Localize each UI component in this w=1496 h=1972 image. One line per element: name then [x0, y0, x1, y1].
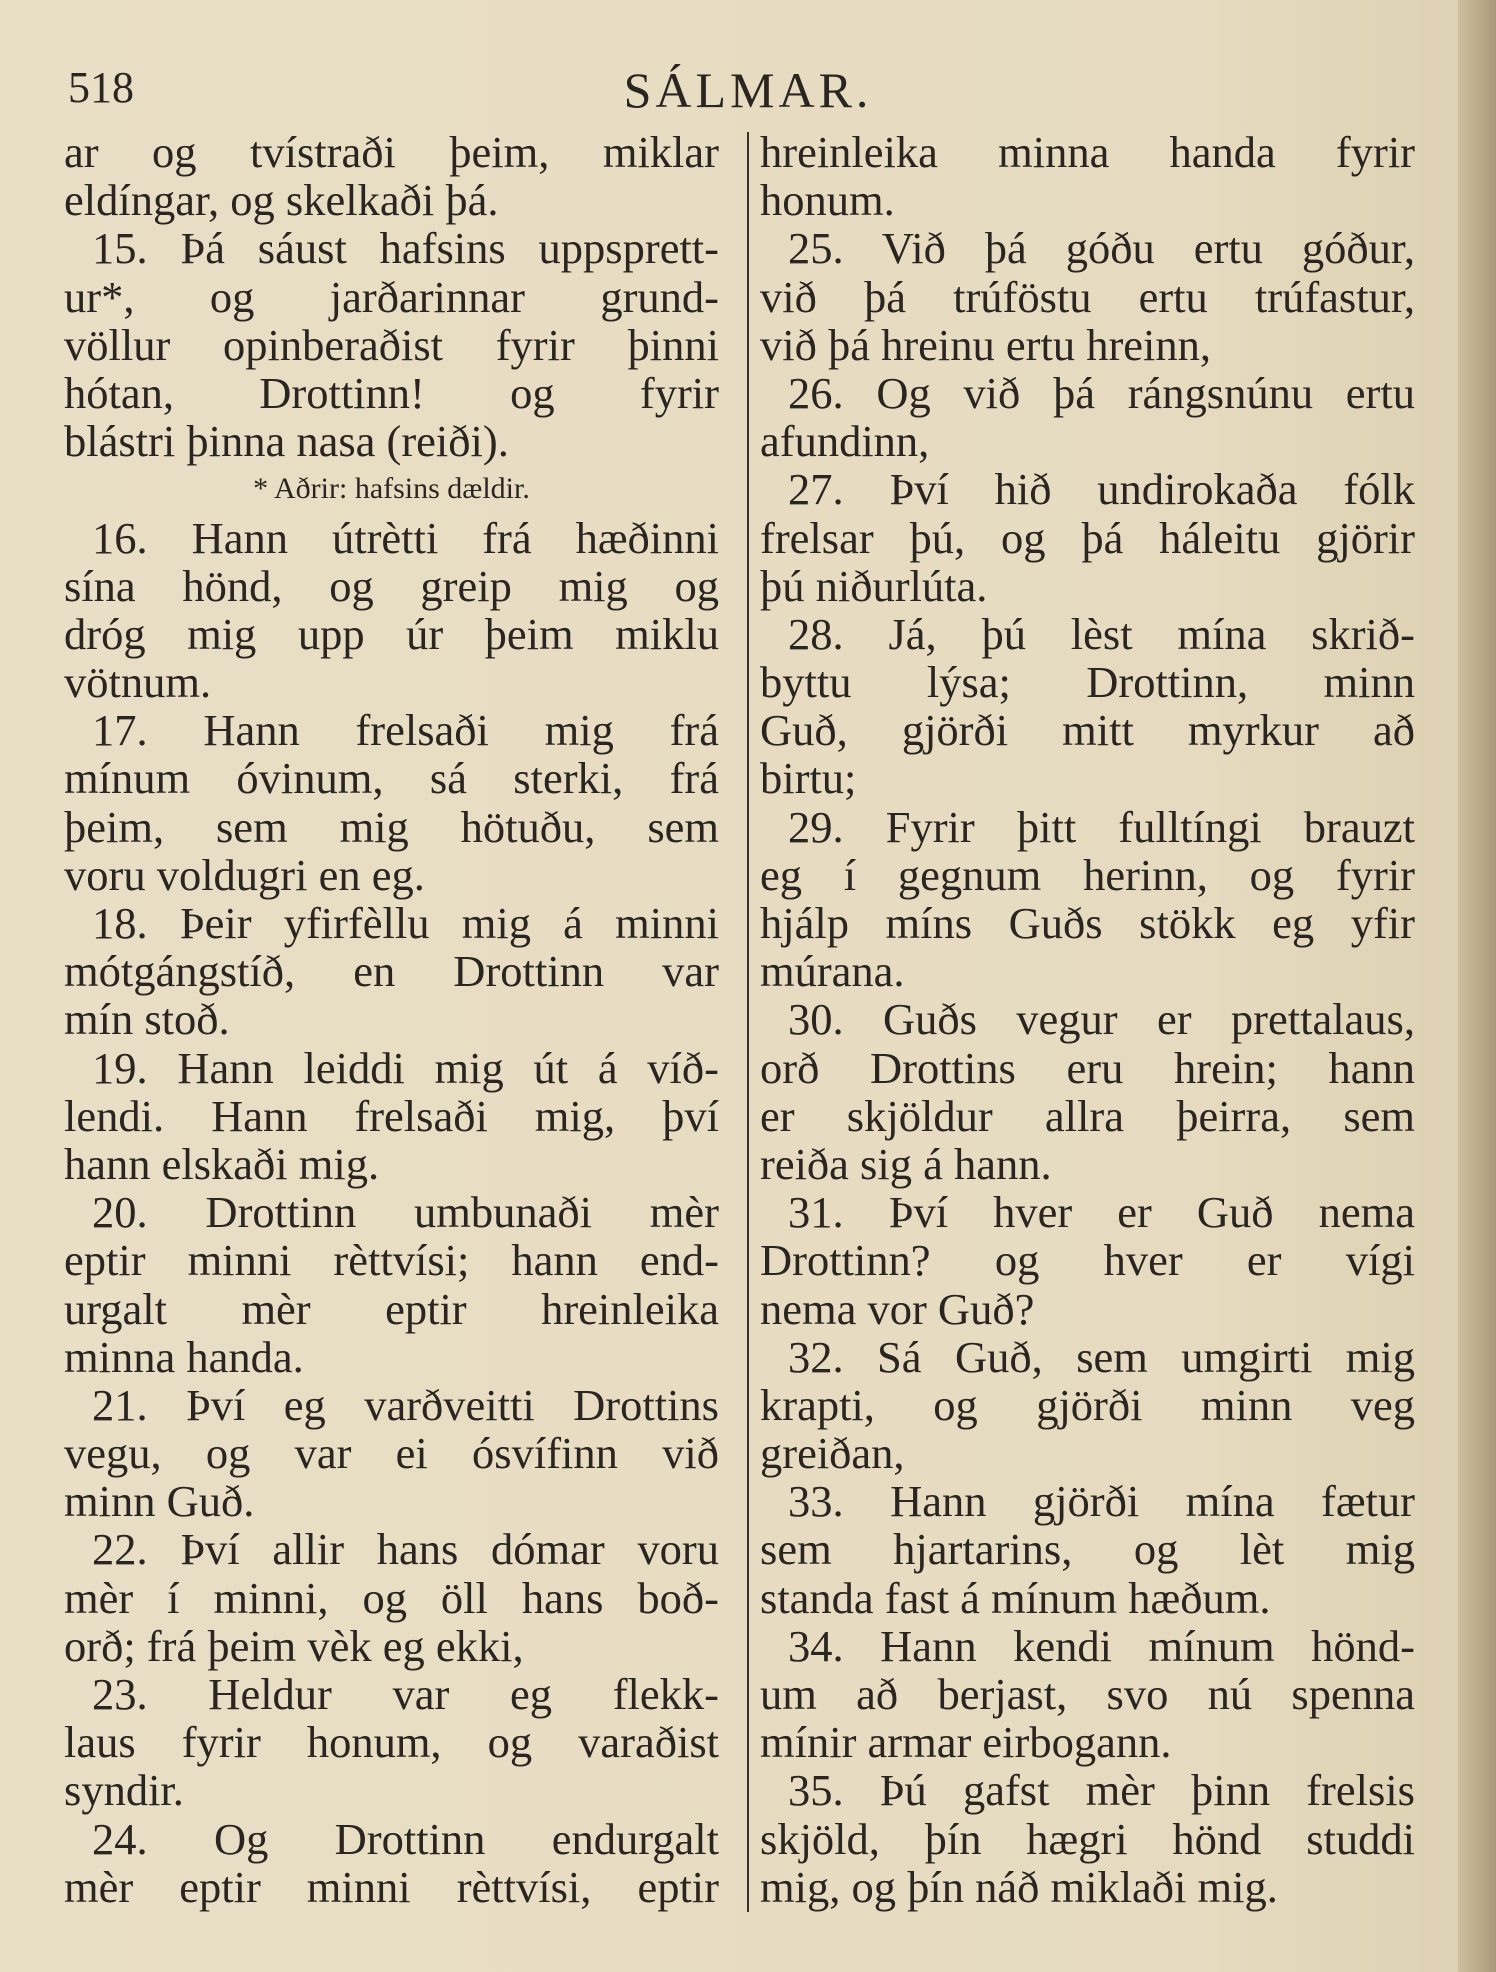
text-line: 20. Drottinn umbunaði mèr: [92, 1187, 719, 1238]
text-line: laus fyrir honum, og varaðist: [64, 1717, 719, 1768]
column-divider: [747, 132, 749, 1912]
text-line: eldíngar, og skelkaði þá.: [64, 175, 499, 226]
text-line: sína hönd, og greip mig og: [64, 560, 719, 611]
text-line: blástri þinna nasa (reiði).: [64, 416, 509, 467]
text-line: 32. Sá Guð, sem umgirti mig: [788, 1331, 1415, 1382]
text-line: 21. Því eg varðveitti Drottins: [92, 1379, 719, 1430]
text-line: 35. Þú gafst mèr þinn frelsis: [788, 1765, 1415, 1816]
text-line: standa fast á mínum hæðum.: [760, 1572, 1271, 1623]
text-line: hreinleika minna handa fyrir: [760, 127, 1415, 177]
text-line: ar og tvístraði þeim, miklar: [64, 127, 719, 177]
text-line: 29. Fyrir þitt fulltíngi brauzt: [788, 801, 1415, 852]
text-line: mèr eptir minni rèttvísi, eptir: [64, 1861, 719, 1912]
text-line: 22. Því allir hans dómar voru: [92, 1524, 719, 1575]
text-line: hótan, Drottinn! og fyrir: [64, 367, 719, 418]
text-line: lendi. Hann frelsaði mig, því: [64, 1090, 719, 1141]
text-line: mig, og þín náð miklaði mig.: [760, 1861, 1278, 1912]
text-line: birtu;: [760, 753, 857, 804]
text-line: mótgángstíð, en Drottinn var: [64, 946, 719, 997]
right-column: [760, 128, 1415, 1911]
text-line: múrana.: [760, 946, 905, 997]
text-line: mèr í minni, og öll hans boð-: [64, 1572, 719, 1623]
text-line: mínir armar eirbogann.: [760, 1717, 1172, 1768]
text-line: minn Guð.: [64, 1476, 255, 1527]
text-line: um að berjast, svo nú spenna: [760, 1669, 1415, 1719]
text-line: eg í gegnum herinn, og fyrir: [760, 849, 1415, 900]
text-line: við þá trúföstu ertu trúfastur,: [760, 271, 1415, 322]
text-line: 16. Hann útrètti frá hæðinni: [92, 512, 719, 563]
text-line: orð Drottins eru hrein; hann: [760, 1042, 1415, 1093]
text-line: þú niðurlúta.: [760, 560, 988, 611]
text-line: 18. Þeir yfirfèllu mig á minni: [92, 898, 719, 948]
text-line: sem hjartarins, og lèt mig: [760, 1524, 1415, 1575]
text-line: syndir.: [64, 1765, 184, 1816]
adjacent-page-edge: [1458, 0, 1496, 1972]
text-line: voru voldugri en eg.: [64, 849, 425, 900]
text-line: orð; frá þeim vèk eg ekki,: [64, 1620, 524, 1671]
text-line: 23. Heldur var eg flekk-: [92, 1669, 719, 1719]
running-head: SÁLMAR.: [623, 62, 873, 118]
text-line: eptir minni rèttvísi; hann end-: [64, 1235, 719, 1286]
text-line: minna handa.: [64, 1331, 304, 1382]
text-line: skjöld, þín hægri hönd studdi: [760, 1813, 1415, 1864]
text-line: hjálp míns Guðs stökk eg yfir: [760, 898, 1415, 948]
text-line: ur*, og jarðarinnar grund-: [64, 271, 719, 322]
footnote-line: * Aðrir: hafsins dældir.: [253, 472, 530, 506]
text-line: dróg mig upp úr þeim miklu: [64, 608, 719, 659]
text-line: mín stoð.: [64, 994, 230, 1045]
text-line: 33. Hann gjörði mína fætur: [788, 1476, 1415, 1527]
text-line: 19. Hann leiddi mig út á víð-: [92, 1042, 719, 1093]
text-line: 31. Því hver er Guð nema: [788, 1187, 1415, 1238]
text-line: 28. Já, þú lèst mína skrið-: [788, 608, 1415, 659]
text-line: 30. Guðs vegur er prettalaus,: [788, 994, 1415, 1045]
text-line: afundinn,: [760, 416, 930, 467]
text-line: völlur opinberaðist fyrir þinni: [64, 319, 719, 370]
text-line: 25. Við þá góðu ertu góður,: [788, 223, 1415, 274]
text-line: honum.: [760, 175, 895, 226]
text-line: Guð, gjörði mitt myrkur að: [760, 705, 1415, 756]
page-header: [0, 62, 1420, 122]
text-line: 34. Hann kendi mínum hönd-: [788, 1620, 1415, 1671]
text-line: krapti, og gjörði minn veg: [760, 1379, 1415, 1430]
text-line: er skjöldur allra þeirra, sem: [760, 1090, 1415, 1141]
text-line: frelsar þú, og þá háleitu gjörir: [760, 512, 1415, 563]
text-line: vegu, og var ei ósvífinn við: [64, 1428, 719, 1479]
text-line: 26. Og við þá rángsnúnu ertu: [788, 367, 1415, 418]
text-line: byttu lýsa; Drottinn, minn: [760, 657, 1415, 708]
text-line: nema vor Guð?: [760, 1283, 1035, 1334]
text-line: 24. Og Drottinn endurgalt: [92, 1813, 719, 1864]
text-line: 15. Þá sáust hafsins uppsprett-: [92, 223, 719, 274]
text-line: þeim, sem mig hötuðu, sem: [64, 801, 719, 852]
text-line: reiða sig á hann.: [760, 1138, 1052, 1189]
text-line: urgalt mèr eptir hreinleika: [64, 1283, 719, 1334]
text-line: vötnum.: [64, 657, 212, 708]
text-line: greiðan,: [760, 1428, 905, 1479]
text-line: mínum óvinum, sá sterki, frá: [64, 753, 719, 804]
page-number: 518: [68, 63, 134, 112]
text-line: 17. Hann frelsaði mig frá: [92, 705, 719, 756]
text-line: við þá hreinu ertu hreinn,: [760, 319, 1212, 370]
text-line: hann elskaði mig.: [64, 1138, 380, 1189]
text-line: 27. Því hið undirokaða fólk: [788, 464, 1415, 515]
left-column: [64, 128, 719, 1911]
text-line: Drottinn? og hver er vígi: [760, 1235, 1415, 1286]
